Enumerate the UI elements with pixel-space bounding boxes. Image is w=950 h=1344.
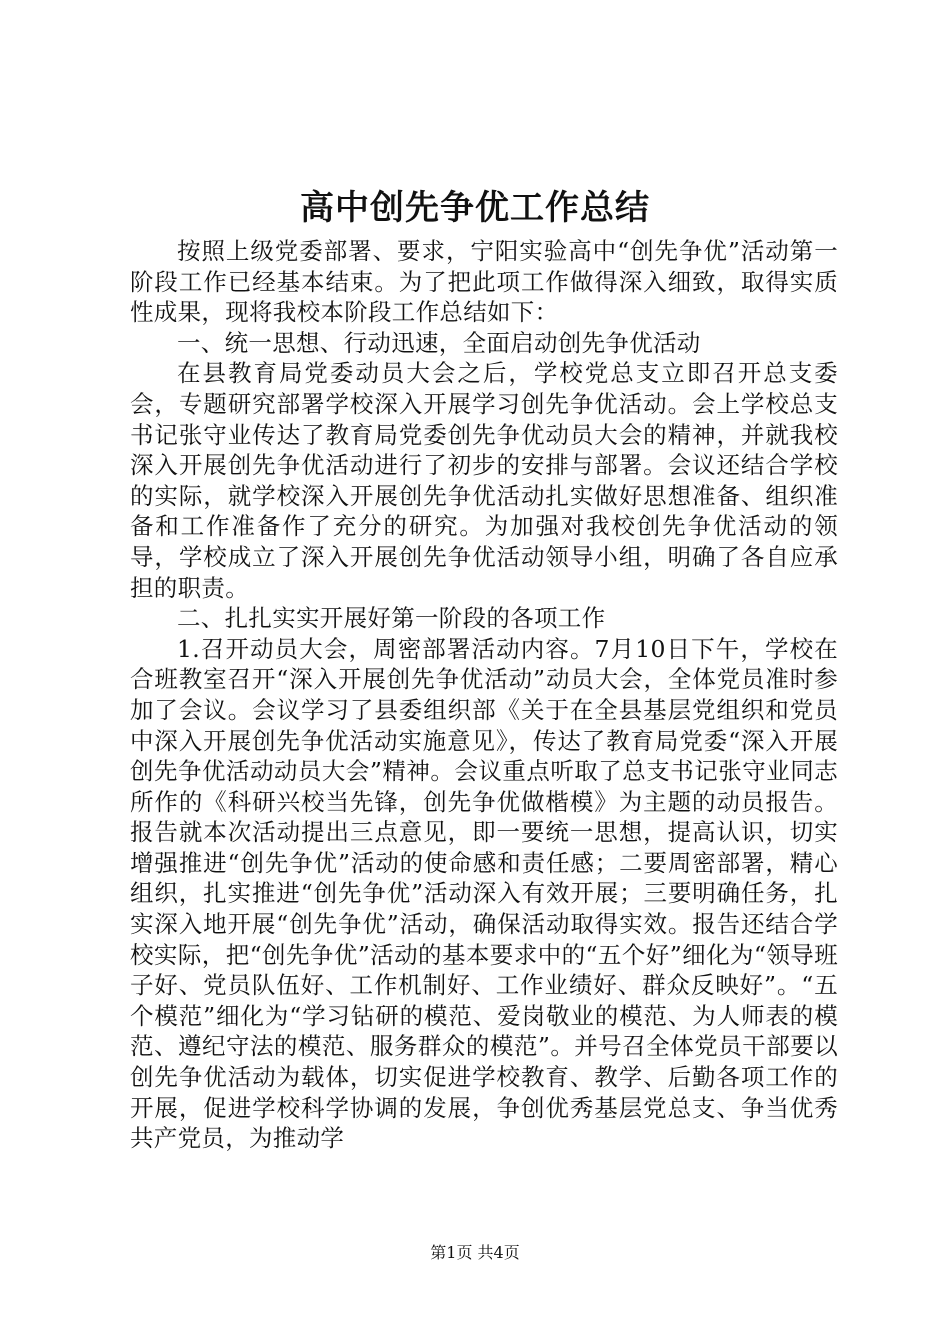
document-title: 高中创先争优工作总结 bbox=[300, 188, 650, 228]
page-number-footer: 第1页 共4页 bbox=[430, 1243, 520, 1262]
section-heading-1: 一、统一思想、行动迅速，全面启动创先争优活动 bbox=[177, 328, 701, 357]
section-heading-2: 二、扎扎实实开展好第一阶段的各项工作 bbox=[177, 604, 606, 633]
section-2-paragraph: 1.召开动员大会，周密部署活动内容。7月10日下午，学校在合班教室召开“深入开展创先争优活动”动员大会，全体党员准时参加了会议。会议学习了县委组织部《关于在全县基层党组织和党员中深入开展创先争优活动实施意见》，传达了教育局党委“深入开展创先争优活动动员大会”精神。会议重点听取了总支书记张守业同志所作的《科研兴校当先锋，创先争优做楷模》为主题的动员报告。报告就本次活动提出三点意见，即一要统一思想，提高认识，切实增强推进“创先争优”活动的使命感和责任感；二要周密部署，精心组织，扎实推进“创先争优”活动深入有效开展；三要明确任务，扎实深入地开展“创先争优”活动，确保活动取得实效。报告还结合学校实际，把“创先争优”活动的基本要求中的“五个好”细化为“领导班子好、党员队伍好、工作机制好、工作业绩好、群众反映好”。“五个模范”细化为“学习钻研的模范、爱岗敬业的模范、为人师表的模范、遵纪守法的模范、服务群众的模范”。并号召全体党员干部要以创先争优活动为载体，切实促进学校教育、教学、后勤各项工作的开展，促进学校科学协调的发展，争创优秀基层党总支、争当优秀共产党员，为推动学 bbox=[130, 634, 838, 1153]
intro-paragraph: 按照上级党委部署、要求，宁阳实验高中“创先争优”活动第一阶段工作已经基本结束。为了把此项工作做得深入细致，取得实质性成果，现将我校本阶段工作总结如下： bbox=[130, 237, 838, 327]
document-body bbox=[130, 236, 838, 1154]
section-1-paragraph: 在县教育局党委动员大会之后，学校党总支立即召开总支委会，专题研究部署学校深入开展学习创先争优活动。会上学校总支书记张守业传达了教育局党委创先争优动员大会的精神，并就我校深入开展创先争优活动进行了初步的安排与部署。会议还结合学校的实际，就学校深入开展创先争优活动扎实做好思想准备、组织准备和工作准备作了充分的研究。为加强对我校创先争优活动的领导，学校成立了深入开展创先争优活动领导小组，明确了各自应承担的职责。 bbox=[130, 359, 838, 602]
